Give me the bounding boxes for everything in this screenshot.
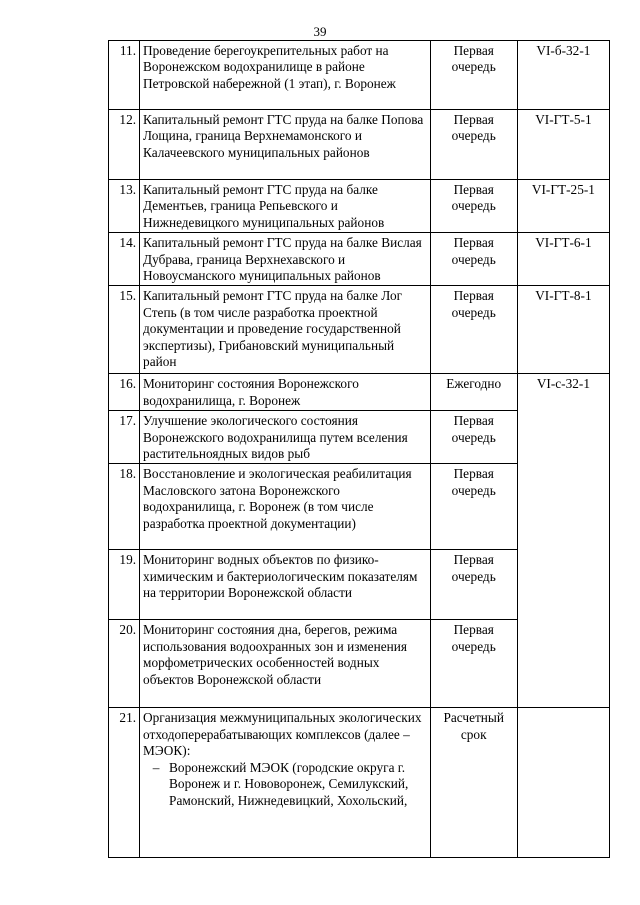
term-line-1: Первая xyxy=(453,466,494,482)
code-cell: VI-ГТ-5-1 xyxy=(517,110,609,180)
row-number: 12. xyxy=(109,110,140,180)
term-line-2: срок xyxy=(460,726,487,742)
page-number: 39 xyxy=(313,24,327,39)
term-cell xyxy=(430,233,517,286)
row-number: 19. xyxy=(109,550,140,620)
measure-name: Восстановление и экологическая реабилитация Масловского затона Воронежского водохранилища, г. Воронеж (в том числе разработка проектной документации) xyxy=(140,464,431,550)
term-cell xyxy=(430,708,517,858)
term-line-1: Первая xyxy=(453,288,494,304)
table-row xyxy=(109,286,610,374)
measure-name: Проведение берегоукрепительных работ на Воронежском водохранилище в районе Петровской набережной (1 этап), г. Воронеж xyxy=(140,41,431,110)
table-row xyxy=(109,374,610,411)
term-line-1: Первая xyxy=(453,112,494,127)
measure-name: Капитальный ремонт ГТС пруда на балке Дементьев, граница Репьевского и Нижнедевицкого муниципальных районов xyxy=(140,180,431,233)
row-number: 14. xyxy=(109,233,140,286)
term-line-1: Первая xyxy=(453,235,494,251)
measure-name: Улучшение экологического состояния Воронежского водохранилища путем вселения растительноядных видов рыб xyxy=(140,411,431,464)
measure-name: Мониторинг водных объектов по физико-химическим и бактериологическим показателям на территории Воронежской области xyxy=(140,550,431,620)
term-line-2: очередь xyxy=(451,59,496,75)
term-cell xyxy=(430,41,517,110)
term-line-2: очередь xyxy=(451,638,496,654)
code-cell xyxy=(517,708,609,858)
row-number: 16. xyxy=(109,374,140,411)
row-number: 20. xyxy=(109,620,140,708)
term-line-1: Первая xyxy=(453,182,494,197)
row-number: 17. xyxy=(109,411,140,464)
term-cell xyxy=(430,620,517,708)
term-line-1: Первая xyxy=(453,43,494,58)
sub-item xyxy=(143,760,427,809)
measure-name: Капитальный ремонт ГТС пруда на балке Лог Степь (в том числе разработка проектной документации и проведение государственной экспертизы), Грибановский муниципальный район xyxy=(140,286,431,374)
term-cell xyxy=(430,110,517,180)
row-number: 13. xyxy=(109,180,140,233)
code-cell: VI-ГТ-25-1 xyxy=(517,180,609,233)
row-number: 18. xyxy=(109,464,140,550)
list-dash: – xyxy=(152,759,160,775)
measure-heading: Организация межмуниципальных экологических отходоперерабатывающих комплексов (далее – МЭОК): xyxy=(143,710,422,759)
term-line-2: очередь xyxy=(451,251,496,267)
term-cell xyxy=(430,411,517,464)
code-cell: VI-б-32-1 xyxy=(517,41,609,110)
term-line-1: Расчетный xyxy=(443,710,504,726)
measures-table xyxy=(108,40,610,858)
table-row xyxy=(109,233,610,286)
code-cell: VI-ГТ-8-1 xyxy=(517,286,609,374)
term-line-2: очередь xyxy=(451,568,496,584)
term-cell xyxy=(430,550,517,620)
term-cell xyxy=(430,180,517,233)
table-row xyxy=(109,708,610,858)
measure-name: Мониторинг состояния дна, берегов, режима использования водоохранных зон и изменения морфометрических особенностей водных объектов Воронежской области xyxy=(140,620,431,708)
table-row xyxy=(109,110,610,180)
term-line-1: Ежегодно xyxy=(446,376,502,392)
term-line-1: Первая xyxy=(453,413,494,429)
term-line-2: очередь xyxy=(451,429,496,445)
term-cell xyxy=(430,464,517,550)
term-cell xyxy=(430,286,517,374)
row-number: 11. xyxy=(109,41,140,110)
merged-code-cell: VI-с-32-1 xyxy=(517,374,609,708)
measure-name: Капитальный ремонт ГТС пруда на балке Вислая Дубрава, граница Верхнехавского и Новоусманского муниципальных районов xyxy=(140,233,431,286)
term-line-2: очередь xyxy=(451,482,496,498)
row-number: 15. xyxy=(109,286,140,374)
row-number: 21. xyxy=(109,708,140,858)
term-line-2: очередь xyxy=(451,198,496,214)
table-row xyxy=(109,180,610,233)
term-line-2: очередь xyxy=(451,128,496,144)
term-line-1: Первая xyxy=(453,552,494,568)
code-cell: VI-ГТ-6-1 xyxy=(517,233,609,286)
measure-name: Мониторинг состояния Воронежского водохранилища, г. Воронеж xyxy=(140,374,431,411)
term-cell xyxy=(430,374,517,411)
table-row xyxy=(109,41,610,110)
term-line-2: очередь xyxy=(451,304,496,320)
measure-name xyxy=(140,708,431,858)
sub-item-text: Воронежский МЭОК (городские округа г. Воронеж и г. Нововоронеж, Семилукский, Рамонский, Нижнедевицкий, Хохольский, xyxy=(169,759,409,808)
term-line-1: Первая xyxy=(453,622,494,638)
measure-name: Капитальный ремонт ГТС пруда на балке Попова Лощина, граница Верхнемамонского и Калачеевского муниципальных районов xyxy=(140,110,431,180)
